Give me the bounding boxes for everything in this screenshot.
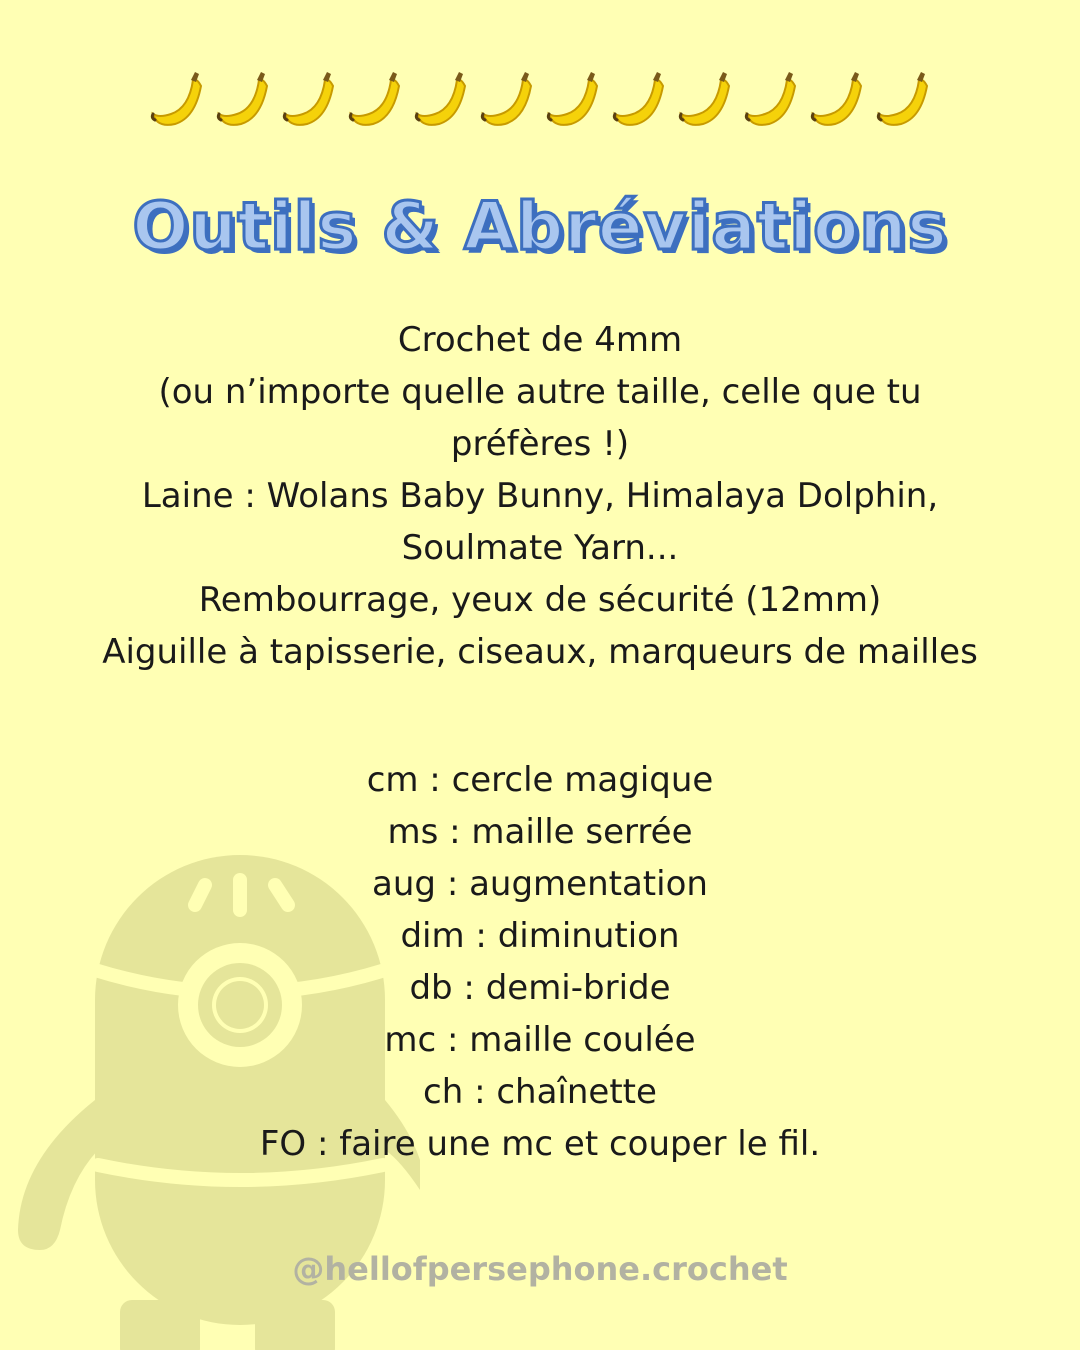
abbreviation-item: FO : faire une mc et couper le fil. — [259, 1124, 821, 1164]
abbreviation-item: mc : maille coulée — [384, 1020, 696, 1060]
page-title: Outils & Abréviations — [132, 188, 948, 265]
tools-line: Crochet de 4mm — [397, 320, 683, 360]
abbreviation-item: ch : chaînette — [423, 1072, 657, 1112]
abbreviation-item: db : demi-bride — [409, 968, 671, 1008]
banana-icon — [147, 68, 207, 132]
tools-line: Aiguille à tapisserie, ciseaux, marqueurs de mailles — [102, 632, 978, 672]
abbreviations-list — [60, 754, 1020, 1170]
banana-icon — [675, 68, 735, 132]
banana-row — [0, 68, 1080, 132]
author-handle: @hellofpersephone.crochet — [292, 1250, 788, 1288]
banana-icon — [873, 68, 933, 132]
banana-icon — [279, 68, 339, 132]
tools-line: Laine : Wolans Baby Bunny, Himalaya Dolphin, — [141, 476, 939, 516]
tools-list — [60, 314, 1020, 678]
banana-icon — [543, 68, 603, 132]
abbreviation-item: dim : diminution — [400, 916, 680, 956]
banana-icon — [345, 68, 405, 132]
banana-icon — [477, 68, 537, 132]
banana-icon — [411, 68, 471, 132]
banana-icon — [213, 68, 273, 132]
banana-icon — [807, 68, 867, 132]
abbreviation-item: aug : augmentation — [372, 864, 708, 904]
banana-icon — [609, 68, 669, 132]
tools-line: Rembourrage, yeux de sécurité (12mm) — [198, 580, 882, 620]
tools-line: (ou n’importe quelle autre taille, celle que tu — [158, 372, 922, 412]
abbreviation-item: cm : cercle magique — [366, 760, 714, 800]
tools-line: préfères !) — [450, 424, 630, 464]
abbreviation-item: ms : maille serrée — [387, 812, 693, 852]
banana-icon — [741, 68, 801, 132]
tools-line: Soulmate Yarn... — [401, 528, 679, 568]
